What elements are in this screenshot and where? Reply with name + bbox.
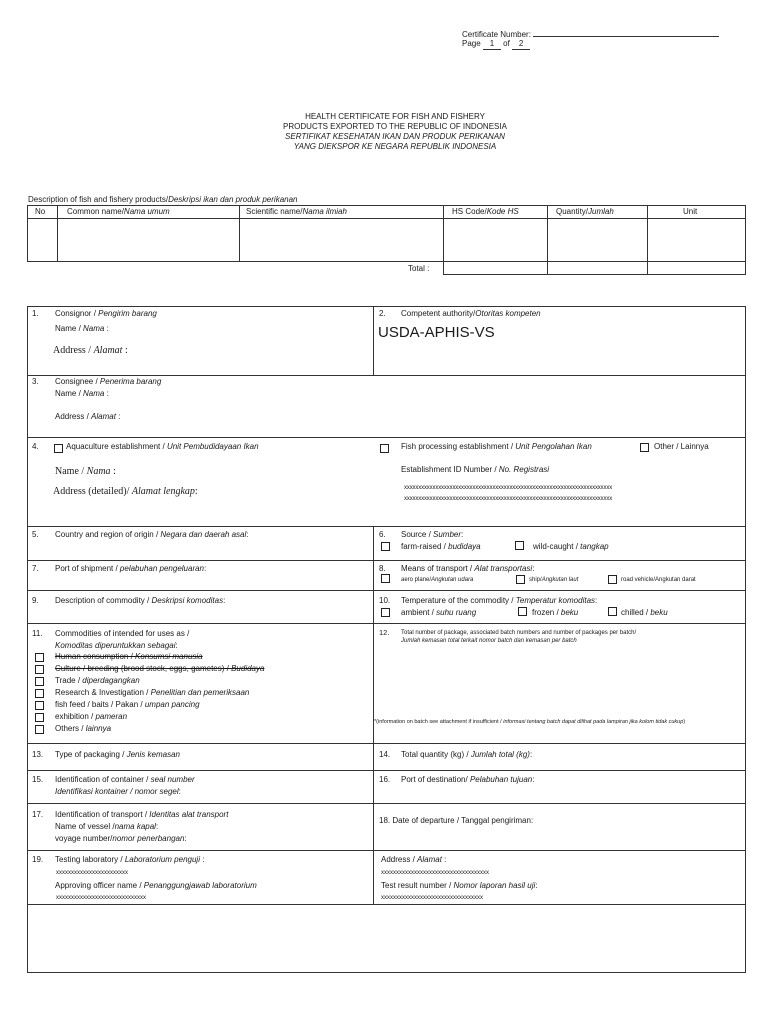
use-trade-checkbox[interactable] [35,677,44,686]
use-0-italic: Konsumsi manusia [135,652,203,661]
s4-fish-italic: Unit Pengolahan Ikan [515,442,592,451]
s14-label-italic: Jumlah total (kg) [470,750,530,759]
s12-label-italic: Jumlah kemasan total terkait nomor batch dan kemasan per batch [401,638,577,644]
s19-address-label [381,855,446,865]
aero-plane-checkbox[interactable] [381,574,390,583]
s6-number: 6. [379,530,386,539]
s1-address-colon: : [122,345,128,356]
row-divider [27,623,746,624]
s4-name-colon: : [110,466,116,477]
s8-ship-label [529,576,578,584]
s4-aquaculture-label [66,442,259,452]
s11-label-italic [55,641,178,651]
s19-approving-placeholder: xxxxxxxxxxxxxxxxxxxxxxxxxxxxxx [56,895,146,901]
s11-label-italic-text: Komoditas diperuntukkan sebagai [55,641,176,650]
s19-result-placeholder: xxxxxxxxxxxxxxxxxxxxxxxxxxxxxxxxxx [381,895,483,901]
chilled-checkbox[interactable] [608,607,617,616]
s16-destination-label [401,775,534,785]
s17-voyage-italic: nomor penerbangan [112,834,185,843]
s10-label-text: Temperature of the commodity / [401,596,516,605]
s5-colon: : [246,530,249,539]
col-scientific-text: Scientific name/ [246,207,303,216]
s8-label-text: Means of transport / [401,564,475,573]
s8-label-italic: Alat transportasi [474,564,533,573]
s15-label-italic: seal number [150,775,195,784]
title-line-4: YANG DIEKSPOR KE NEGARA REPUBLIK INDONESIA [293,142,497,151]
s17-voyage-text: voyage number/ [55,834,113,843]
fish-processing-checkbox[interactable] [380,444,389,453]
s8-air-italic: Angkutan udara [431,577,474,583]
s15-label-text: Identification of container / [55,775,151,784]
s16-label-text: Port of destination/ [401,775,470,784]
s3-address-text: Address / [55,412,92,421]
s19-address-colon: : [441,855,447,864]
col-common-italic: Nama umum [123,207,170,216]
s4-other-label: Other / Lainnya [654,442,709,451]
s15-container-label-2 [55,787,181,797]
s17-vessel-text: Name of vessel / [55,822,115,831]
s19-address-italic: Alamat [417,855,442,864]
s4-name-field[interactable] [55,466,116,478]
s4-name-italic: Nama [86,466,111,477]
description-label-italic: Deskripsi ikan dan produk perikanan [168,195,298,204]
col-hs-text: HS Code/ [452,207,487,216]
document-title [200,112,590,152]
s15-container-label [55,775,195,785]
use-fish-feed-label [55,700,200,710]
row-divider [27,590,746,591]
s6-label-italic: Sumber [433,530,462,539]
use-2-italic: diperdagangkan [82,676,140,685]
s6-wild-italic: tangkap [580,542,609,551]
use-1-text: Culture / breeding (brood stock, eggs, gametes) / [55,664,232,673]
s19-colon: : [199,855,205,864]
s13-label-italic: Jenis kemasan [126,750,180,759]
s12-label [401,629,736,645]
center-divider [373,526,374,904]
s6-colon: : [461,530,464,539]
use-human-consumption-label [55,652,203,662]
s11-number: 11. [32,629,43,638]
s19-result-text: Test result number / [381,881,454,890]
s16-colon: : [532,775,535,784]
s4-aqua-text: Aquaculture establishment / [66,442,167,451]
use-3-text: Research & Investigation / [55,688,151,697]
s12-note-italic: informasi tentang batch dapat dilihat pada lampiran jika kolom tidak cukup [503,719,684,725]
total-label: Total : [408,264,430,273]
s10-ambient-italic: suhu ruang [436,608,477,617]
col-header-quantity [556,207,614,217]
s12-number: 12. [379,628,390,637]
page-total[interactable]: 2 [512,39,530,50]
s2-authority-label [401,309,541,319]
use-1-italic: Budidaya [231,664,265,673]
s19-test-result-label [381,881,538,891]
s1-label-italic: Pengirim barang [98,309,157,318]
other-checkbox[interactable] [640,443,649,452]
s17-vessel-colon: : [155,822,159,831]
s9-number: 9. [32,596,39,605]
row-divider [27,770,746,771]
s17-voyage-field[interactable] [55,834,187,844]
page-current[interactable]: 1 [483,39,501,50]
signature-area[interactable] [28,905,745,972]
use-research-label [55,688,249,698]
s6-farm-text: farm-raised / [401,542,449,551]
use-0-text: Human consumption / [55,652,136,661]
s4-number: 4. [32,442,39,451]
s7-label-italic: pelabuhan pengeluaran [119,564,204,573]
s1-number: 1. [32,309,39,318]
s1-name-text: Name / [55,324,84,333]
s2-label-text: Competent authority/ [401,309,476,318]
s17-number: 17. [32,810,44,819]
s17-transport-id-label [55,810,228,820]
s15-colon: : [178,787,181,796]
s10-chilled-label [621,608,668,618]
s10-number: 10. [379,596,391,605]
col-divider [239,205,240,262]
col-header-no: No [35,207,46,216]
row-divider [27,526,746,527]
s4-aqua-italic: Unit Pembudidayaan Ikan [166,442,259,451]
s19-result-colon: : [535,881,538,890]
s8-air-label [401,576,473,584]
use-exhibition-checkbox[interactable] [35,713,44,722]
s3-name-italic: Nama [83,389,105,398]
s8-air-text: aero plane/ [401,577,432,583]
s8-road-label: road vehicle/Angkutan darat [621,577,696,583]
s17-label-italic: Identitas alat transport [149,810,229,819]
s5-label-italic: Negara dan daerah asal [160,530,247,539]
s12-batch-note [374,718,742,727]
s19-approving-officer-label [55,881,257,891]
s4-fish-processing-label [401,442,592,452]
s19-address-text: Address / [381,855,418,864]
s14-quantity-label [401,750,532,760]
s10-colon: : [595,596,598,605]
s13-label-text: Type of packaging / [55,750,127,759]
description-label-text: Description of fish and fishery products/ [28,195,169,204]
s10-chilled-text: chilled / [621,608,651,617]
use-culture-breeding-checkbox[interactable] [35,665,44,674]
s5-number: 5. [32,530,39,539]
s16-label-italic: Pelabuhan tujuan [469,775,533,784]
use-6-text: Others / [55,724,86,733]
s17-vessel-field[interactable] [55,822,158,832]
s19-number: 19. [32,855,44,864]
title-line-1: HEALTH CERTIFICATE FOR FISH AND FISHERY [305,112,485,121]
s1-address-italic: Alamat [93,345,123,356]
description-header-divider [27,218,746,219]
col-common-text: Common name/ [67,207,124,216]
s15-label2-italic: Identifikasi kontainer / nomor segel [55,787,179,796]
s1-address-text: Address / [53,345,94,356]
s3-number: 3. [32,377,39,386]
s4-address-italic: Alamat lengkap [131,486,195,497]
s10-frozen-italic: beku [560,608,579,617]
s10-label-italic: Temperatur komoditas [515,596,596,605]
use-fish-feed-checkbox[interactable] [35,701,44,710]
row-divider [27,803,746,804]
use-research-checkbox[interactable] [35,689,44,698]
page-of-label: of [503,39,510,48]
s3-label-text: Consignee / [55,377,100,386]
s5-country-label [55,530,248,540]
s12-note-end: ) [683,719,686,725]
s12-note-text: *(information on batch see attachment if insufficient / [374,719,504,725]
col-header-scientific [246,207,347,217]
title-line-3: SERTIFIKAT KESEHATAN IKAN DAN PRODUK PERIKANAN [285,132,505,141]
s10-temperature-label [401,596,597,606]
s18-colon: : [530,816,534,825]
s19-approving-text: Approving officer name / [55,881,144,890]
description-label [28,195,297,205]
s3-address-colon: : [115,412,121,421]
certificate-number-field[interactable] [533,27,719,37]
s1-label-text: Consignor / [55,309,99,318]
col-header-common [67,207,170,217]
s19-approving-italic: Penanggungjawab laboratorium [143,881,257,890]
s16-number: 16. [379,775,391,784]
s4-address-text: Address (detailed)/ [53,486,132,497]
s9-label-text: Description of commodity / [55,596,152,605]
s6-wild-label [533,542,609,552]
s8-ship-italic: Angkutan laut [541,577,579,583]
ambient-checkbox[interactable] [381,608,390,617]
s13-number: 13. [32,750,44,759]
s19-lab-placeholder: xxxxxxxxxxxxxxxxxxxxxxxx [56,870,128,876]
s3-label-italic: Penerima barang [99,377,162,386]
s4-address-field[interactable] [53,486,198,498]
row-divider [27,560,746,561]
aquaculture-checkbox[interactable] [54,444,63,453]
s8-colon: : [532,564,535,573]
s11-label-colon: : [175,641,178,650]
s17-vessel-italic: nama kapal [114,822,156,831]
page-number-row [462,39,530,50]
s1-name-colon: : [104,324,109,333]
s2-authority-value[interactable]: USDA-APHIS-VS [378,324,495,341]
s3-consignee-label [55,377,161,387]
s6-source-label [401,530,463,540]
s10-ambient-text: ambient / [401,608,437,617]
s9-label-italic: Deskripsi komoditas [151,596,224,605]
s8-ship-text: ship/ [529,577,542,583]
center-divider [373,306,374,375]
s10-frozen-text: frozen / [532,608,561,617]
s10-chilled-italic: beku [650,608,668,617]
s18-departure-label [379,816,533,826]
use-exhibition-label [55,712,127,722]
certificate-number-label: Certificate Number: [462,30,531,39]
s6-farm-label [401,542,481,552]
frozen-checkbox[interactable] [518,607,527,616]
s1-name-italic: Nama [83,324,105,333]
use-4-italic: umpan pancing [144,700,200,709]
s10-frozen-label [532,608,578,618]
s6-label-text: Source / [401,530,434,539]
row-divider [27,437,746,438]
s4-address-placeholder-2: xxxxxxxxxxxxxxxxxxxxxxxxxxxxxxxxxxxxxxxxxxxxxxxxxxxxxxxxxxxxxxxxxxxxxxxxx [404,496,613,502]
s19-address-placeholder: xxxxxxxxxxxxxxxxxxxxxxxxxxxxxxxxxxxx [381,870,489,876]
s4-address-placeholder-1: xxxxxxxxxxxxxxxxxxxxxxxxxxxxxxxxxxxxxxxxxxxxxxxxxxxxxxxxxxxxxxxxxxxxxxxxx [404,485,613,491]
s17-label-text: Identification of transport / [55,810,150,819]
s15-number: 15. [32,775,44,784]
s2-number: 2. [379,309,386,318]
s4-estab-italic: No. Registrasi [498,465,550,474]
s4-name-text: Name / [55,466,87,477]
ship-checkbox[interactable] [516,575,525,584]
row-divider [27,850,746,851]
row-divider [27,375,746,376]
s7-label-text: Port of shipment / [55,564,120,573]
s19-label-text: Testing laboratory / [55,855,125,864]
s10-ambient-label [401,608,476,618]
s7-colon: : [204,564,207,573]
page-label: Page [462,39,481,48]
s14-label-text: Total quantity (kg) / [401,750,471,759]
total-row[interactable] [443,261,746,275]
s3-name-text: Name / [55,389,84,398]
col-header-unit: Unit [683,207,698,216]
s19-label-italic: Laboratorium penguji [124,855,200,864]
s3-address-italic: Alamat [91,412,116,421]
s8-number: 8. [379,564,386,573]
col-header-hs [452,207,519,217]
s5-label-text: Country and region of origin / [55,530,161,539]
s4-fish-text: Fish processing establishment / [401,442,516,451]
use-others-checkbox[interactable] [35,725,44,734]
s2-label-italic: Otoritas kompeten [475,309,541,318]
s9-commodity-label [55,596,225,606]
s13-packaging-label [55,750,180,760]
s12-label-text: Total number of package, associated batch numbers and number of packages per batch/ [401,630,637,636]
s1-name-field[interactable] [55,324,109,334]
s3-address-field[interactable] [55,412,120,422]
use-2-text: Trade / [55,676,83,685]
use-trade-label [55,676,140,686]
use-3-italic: Penelitian dan pemeriksaan [150,688,250,697]
s1-address-field[interactable] [53,345,128,357]
col-qty-text: Quantity/ [556,207,589,216]
use-culture-breeding-label [55,664,264,674]
s6-farm-italic: budidaya [448,542,481,551]
s8-transport-label [401,564,534,574]
s3-name-field[interactable] [55,389,109,399]
s9-colon: : [223,596,226,605]
s7-port-shipment-label [55,564,206,574]
s14-colon: : [529,750,533,759]
s7-number: 7. [32,564,39,573]
s11-label: Commodities of intended for uses as / [55,629,190,638]
s4-address-colon: : [194,486,198,497]
col-qty-italic: Jumlah [588,207,614,216]
use-5-text: exhibition / [55,712,96,721]
s19-result-italic: Nomor laporan hasil uji [453,881,536,890]
col-hs-italic: Kode HS [486,207,519,216]
col-scientific-italic: Nama ilmiah [302,207,347,216]
wild-caught-checkbox[interactable] [515,541,524,550]
s6-wild-text: wild-caught / [533,542,581,551]
road-vehicle-checkbox[interactable] [608,575,617,584]
row-divider [27,743,746,744]
s19-testing-lab-label [55,855,204,865]
use-6-italic: lainnya [85,724,112,733]
use-others-label [55,724,111,734]
s3-name-colon: : [104,389,109,398]
use-5-italic: pameran [95,712,128,721]
s14-number: 14. [379,750,391,759]
s1-consignor-label [55,309,157,319]
s4-estab-text: Establishment ID Number / [401,465,499,474]
col-divider [57,205,58,262]
use-human-consumption-checkbox[interactable] [35,653,44,662]
farm-raised-checkbox[interactable] [381,542,390,551]
s4-establishment-id-field[interactable] [401,465,549,475]
use-4-text: fish feed / baits / Pakan / [55,700,145,709]
title-line-2: PRODUCTS EXPORTED TO THE REPUBLIC OF INDONESIA [283,122,507,131]
s18-label-text: 18. Date of departure / Tanggal pengiriman [379,816,531,825]
s17-voyage-colon: : [184,834,187,843]
